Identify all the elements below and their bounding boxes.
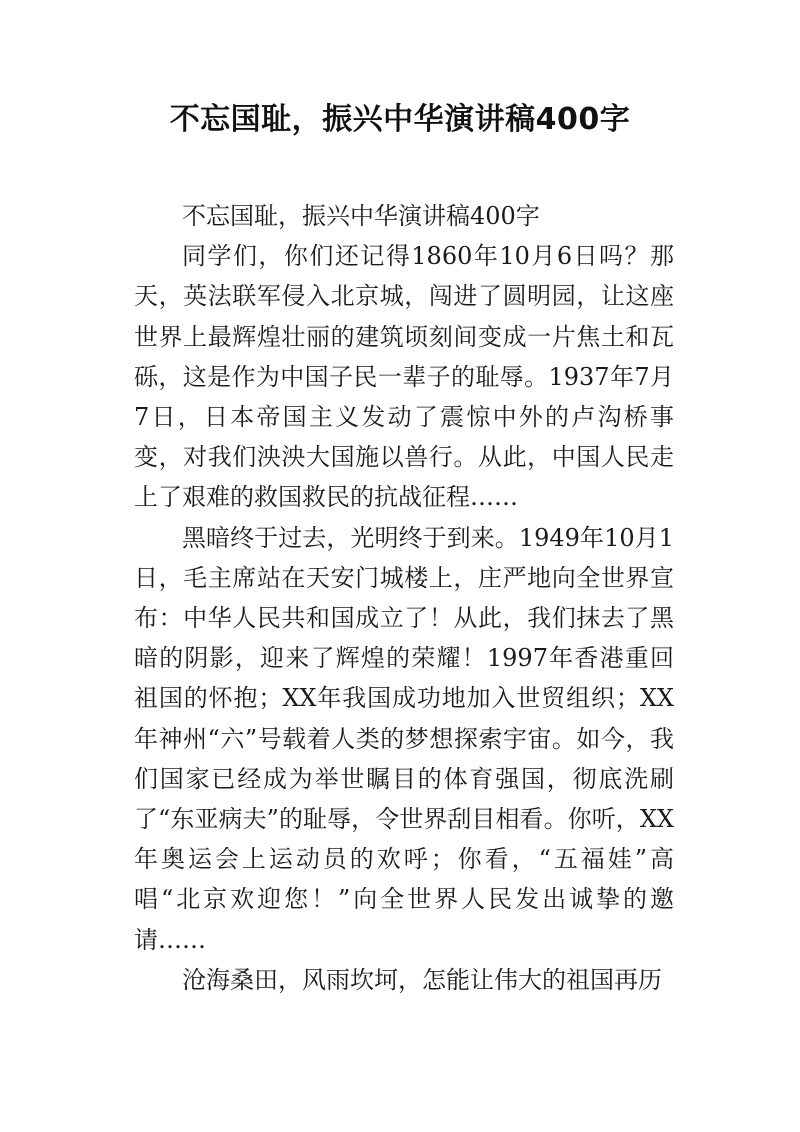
document-body [134,196,674,1000]
body-paragraph-subtitle: 不忘国耻，振兴中华演讲稿400字 [182,202,540,230]
body-paragraph: 黑暗终于过去，光明终于到来。1949年10月1日，毛主席站在天安门城楼上，庄严地向全世界宣布：中华人民共和国成立了！从此，我们抹去了黑暗的阴影，迎来了辉煌的荣耀！1997年香港重回祖国的怀抱；XX年我国成功地加入世贸组织；XX年神州“六”号载着人类的梦想探索宇宙。如今，我们国家已经成为举世瞩目的体育强国，彻底洗刷了“东亚病夫”的耻辱，令世界刮目相看。你听，XX年奥运会上运动员的欢呼；你看，“五福娃”高唱“北京欢迎您！”向全世界人民发出诚挚的邀请…… [134,523,674,954]
body-paragraph: 沧海桑田，风雨坎坷，怎能让伟大的祖国再历 [182,965,662,994]
body-paragraph: 同学们，你们还记得1860年10月6日吗？那天，英法联军侵入北京城，闯进了圆明园，让这座世界上最辉煌壮丽的建筑顷刻间变成一片焦土和瓦砾，这是作为中国子民一辈子的耻辱。1937年7月7日，日本帝国主义发动了震惊中外的卢沟桥事变，对我们泱泱大国施以兽行。从此，中国人民走上了艰难的救国救民的抗战征程…… [134,242,674,512]
document-title: 不忘国耻，振兴中华演讲稿400字 [169,102,631,137]
